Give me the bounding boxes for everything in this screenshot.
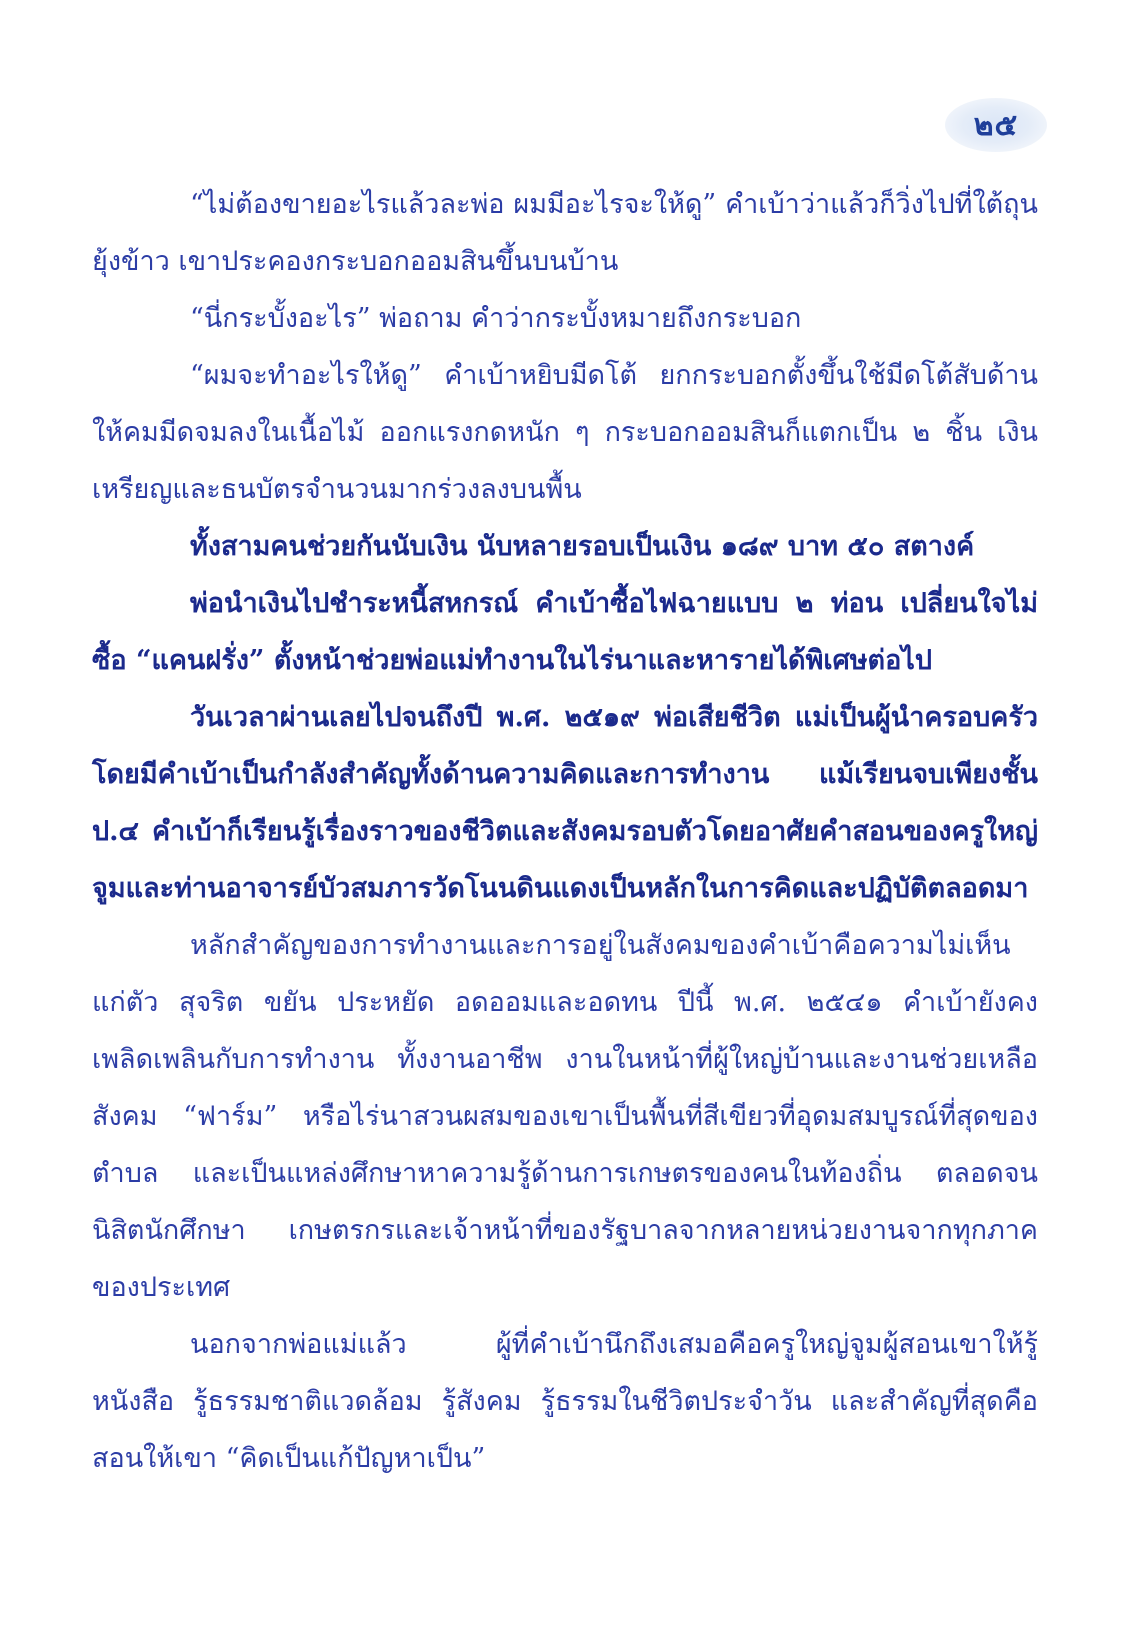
body-text xyxy=(92,176,1038,1487)
paragraph: นอกจากพ่อแม่แล้ว ผู้ที่คำเบ้านึกถึงเสมอคือครูใหญ่จูมผู้สอนเขาให้รู้หนังสือ รู้ธรรมชาติแวดล้อม รู้สังคม รู้ธรรมในชีวิตประจำวัน และสำคัญที่สุดคือสอนให้เขา “คิดเป็นแก้ปัญหาเป็น” xyxy=(92,1329,1038,1474)
paragraph: ทั้งสามคนช่วยกันนับเงิน นับหลายรอบเป็นเงิน ๑๘๙ บาท ๕๐ สตางค์ xyxy=(190,531,975,562)
paragraph: หลักสำคัญของการทำงานและการอยู่ในสังคมของคำเบ้าคือความไม่เห็นแก่ตัว สุจริต ขยัน ประหยัด อดออมและอดทน ปีนี้ พ.ศ. ๒๕๔๑ คำเบ้ายังคงเพลิดเพลินกับการทำงาน ทั้งงานอาชีพ งานในหน้าที่ผู้ใหญ่บ้านและงานช่วยเหลือสังคม “ฟาร์ม” หรือไร่นาสวนผสมของเขาเป็นพื้นที่สีเขียวที่อุดมสมบูรณ์ที่สุดของตำบล และเป็นแหล่งศึกษาหาความรู้ด้านการเกษตรของคนในท้องถิ่น ตลอดจนนิสิตนักศึกษา เกษตรกรและเจ้าหน้าที่ของรัฐบาลจากหลายหน่วยงานจากทุกภาคของประเทศ xyxy=(92,930,1038,1303)
paragraph: วันเวลาผ่านเลยไปจนถึงปี พ.ศ. ๒๕๑๙ พ่อเสียชีวิต แม่เป็นผู้นำครอบครัวโดยมีคำเบ้าเป็นกำลังสำคัญทั้งด้านความคิดและการทำงาน แม้เรียนจบเพียงชั้น ป.๔ คำเบ้าก็เรียนรู้เรื่องราวของชีวิตและสังคมรอบตัวโดยอาศัยคำสอนของครูใหญ่จูมและท่านอาจารย์บัวสมภารวัดโนนดินแดงเป็นหลักในการคิดและปฏิบัติตลอดมา xyxy=(92,702,1038,904)
paragraph: “ไม่ต้องขายอะไรแล้วละพ่อ ผมมีอะไรจะให้ดู” คำเบ้าว่าแล้วก็วิ่งไปที่ใต้ถุนยุ้งข้าว เขาประคองกระบอกออมสินขึ้นบนบ้าน xyxy=(92,189,1038,277)
paragraph: “ผมจะทำอะไรให้ดู” คำเบ้าหยิบมีดโต้ ยกกระบอกตั้งขึ้นใช้มีดโต้สับด้านให้คมมีดจมลงในเนื้อไม้ ออกแรงกดหนัก ๆ กระบอกออมสินก็แตกเป็น ๒ ชิ้น เงินเหรียญและธนบัตรจำนวนมากร่วงลงบนพื้น xyxy=(92,360,1038,505)
page-number: ๒๕ xyxy=(973,107,1019,143)
page-number-badge xyxy=(945,98,1047,152)
paragraph: “นี่กระบั้งอะไร” พ่อถาม คำว่ากระบั้งหมายถึงกระบอก xyxy=(190,303,802,334)
paragraph: พ่อนำเงินไปชำระหนี้สหกรณ์ คำเบ้าซื้อไฟฉายแบบ ๒ ท่อน เปลี่ยนใจไม่ซื้อ “แคนฝรั่ง” ตั้งหน้าช่วยพ่อแม่ทำงานในไร่นาและหารายได้พิเศษต่อไป xyxy=(92,588,1038,676)
